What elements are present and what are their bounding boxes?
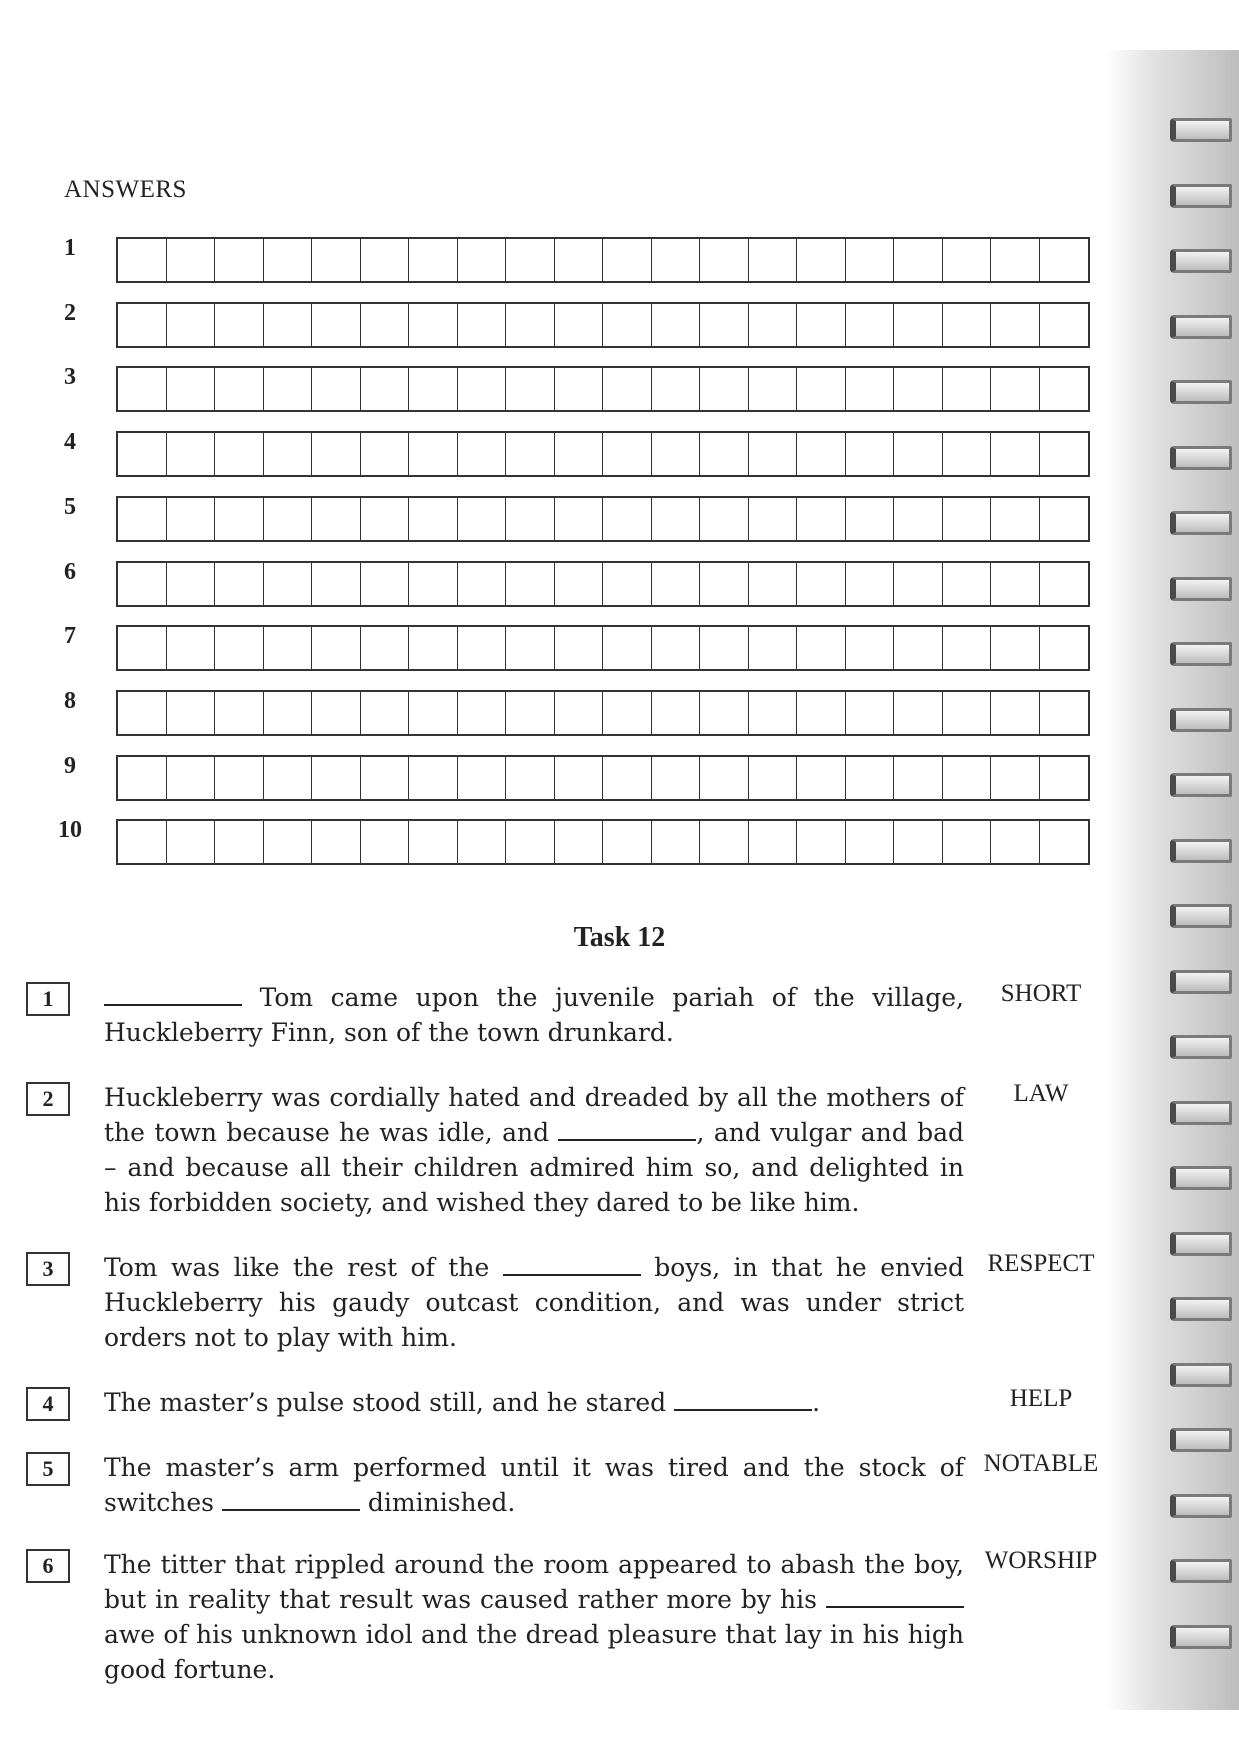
- answer-letter-box[interactable]: [264, 563, 313, 605]
- answer-letter-box[interactable]: [1040, 239, 1089, 281]
- answer-row-number: 10: [58, 817, 82, 844]
- spiral-ring: [1170, 708, 1232, 732]
- answer-letter-box[interactable]: [167, 498, 216, 540]
- answer-letter-box[interactable]: [264, 239, 313, 281]
- answer-letter-box[interactable]: [700, 563, 749, 605]
- answer-letter-box[interactable]: [894, 304, 943, 346]
- answer-letter-box[interactable]: [118, 692, 167, 734]
- answer-letter-box[interactable]: [506, 692, 555, 734]
- answer-letter-box[interactable]: [555, 433, 604, 475]
- answer-letter-box[interactable]: [506, 239, 555, 281]
- answer-letter-box[interactable]: [506, 433, 555, 475]
- key-word: LAW: [1013, 1080, 1069, 1107]
- answer-letter-box[interactable]: [700, 239, 749, 281]
- answer-letter-box[interactable]: [312, 627, 361, 669]
- answer-letter-box[interactable]: [215, 239, 264, 281]
- item-number: 3: [26, 1252, 70, 1286]
- answer-letter-box[interactable]: [264, 692, 313, 734]
- answer-letter-box[interactable]: [215, 757, 264, 799]
- answer-letter-box[interactable]: [652, 757, 701, 799]
- answer-letter-box[interactable]: [1040, 498, 1089, 540]
- answer-letter-box[interactable]: [215, 821, 264, 863]
- answer-letter-box[interactable]: [652, 433, 701, 475]
- answer-row: [50, 237, 1130, 283]
- answer-blank[interactable]: [558, 1117, 696, 1141]
- answer-letter-box[interactable]: [118, 563, 167, 605]
- answer-letter-box[interactable]: [603, 239, 652, 281]
- answer-letter-box[interactable]: [652, 627, 701, 669]
- answer-letter-box[interactable]: [797, 368, 846, 410]
- sentence-end: Tom came upon the juvenile pariah of the village, Huckleberry Finn, son of the town drunkard.: [104, 983, 964, 1047]
- answer-letter-box[interactable]: [603, 563, 652, 605]
- answer-letter-box[interactable]: [749, 627, 798, 669]
- answer-letter-box[interactable]: [361, 304, 410, 346]
- answer-letter-box[interactable]: [603, 498, 652, 540]
- answer-letter-box[interactable]: [991, 368, 1040, 410]
- answer-letter-box[interactable]: [555, 692, 604, 734]
- answer-letter-box[interactable]: [846, 498, 895, 540]
- answer-letter-box[interactable]: [1040, 304, 1089, 346]
- answer-letter-box[interactable]: [846, 433, 895, 475]
- spiral-ring: [1170, 773, 1232, 797]
- answer-letter-box[interactable]: [1040, 563, 1089, 605]
- sentence-start: The master’s pulse stood still, and he stared: [104, 1388, 675, 1417]
- answer-letter-box[interactable]: [458, 433, 507, 475]
- answer-boxes: [116, 755, 1090, 801]
- answer-letter-box[interactable]: [943, 563, 992, 605]
- answer-letter-box[interactable]: [215, 433, 264, 475]
- answer-letter-box[interactable]: [458, 563, 507, 605]
- answer-letter-box[interactable]: [797, 304, 846, 346]
- answer-letter-box[interactable]: [264, 627, 313, 669]
- spiral-ring: [1170, 1428, 1232, 1452]
- spiral-ring: [1170, 511, 1232, 535]
- answer-letter-box[interactable]: [700, 368, 749, 410]
- answer-boxes: [116, 302, 1090, 348]
- answer-letter-box[interactable]: [312, 757, 361, 799]
- answer-letter-box[interactable]: [1040, 692, 1089, 734]
- answer-letter-box[interactable]: [749, 304, 798, 346]
- key-word: NOTABLE: [983, 1450, 1099, 1477]
- item-sentence: [104, 980, 964, 1050]
- answer-letter-box[interactable]: [652, 304, 701, 346]
- answer-letter-box[interactable]: [652, 498, 701, 540]
- spiral-ring: [1170, 1363, 1232, 1387]
- answer-letter-box[interactable]: [894, 433, 943, 475]
- answer-letter-box[interactable]: [312, 563, 361, 605]
- answer-letter-box[interactable]: [846, 368, 895, 410]
- answer-boxes: [116, 496, 1090, 542]
- spiral-ring: [1170, 184, 1232, 208]
- answer-letter-box[interactable]: [409, 563, 458, 605]
- answer-letter-box[interactable]: [118, 433, 167, 475]
- answer-letter-box[interactable]: [603, 433, 652, 475]
- answer-letter-box[interactable]: [555, 563, 604, 605]
- answer-boxes: [116, 819, 1090, 865]
- answer-letter-box[interactable]: [700, 498, 749, 540]
- answer-letter-box[interactable]: [652, 239, 701, 281]
- answer-row: [50, 687, 1130, 736]
- answer-letter-box[interactable]: [991, 498, 1040, 540]
- answer-letter-box[interactable]: [167, 304, 216, 346]
- spiral-ring: [1170, 839, 1232, 863]
- answer-boxes: [116, 690, 1090, 736]
- answer-letter-box[interactable]: [894, 498, 943, 540]
- spiral-ring: [1170, 1232, 1232, 1256]
- answer-letter-box[interactable]: [1040, 368, 1089, 410]
- answer-letter-box[interactable]: [749, 757, 798, 799]
- answer-letter-box[interactable]: [797, 821, 846, 863]
- sentence-start: Huckleberry was cordially hated and dreaded by all the mothers of the town because he was idle, and: [104, 1083, 964, 1147]
- answer-letter-box[interactable]: [991, 304, 1040, 346]
- answer-letter-box[interactable]: [167, 368, 216, 410]
- answer-letter-box[interactable]: [797, 239, 846, 281]
- answer-letter-box[interactable]: [991, 692, 1040, 734]
- answer-letter-box[interactable]: [215, 498, 264, 540]
- spiral-ring: [1170, 249, 1232, 273]
- answer-row-number: 2: [64, 299, 76, 326]
- answer-letter-box[interactable]: [555, 239, 604, 281]
- answer-letter-box[interactable]: [264, 821, 313, 863]
- answer-row: [50, 431, 1130, 477]
- key-word: SHORT: [1000, 980, 1082, 1007]
- spiral-ring: [1170, 1625, 1232, 1649]
- item-number: 5: [26, 1452, 70, 1486]
- answer-letter-box[interactable]: [458, 627, 507, 669]
- answer-letter-box[interactable]: [215, 304, 264, 346]
- answer-letter-box[interactable]: [652, 368, 701, 410]
- answer-row-number: 8: [64, 687, 76, 714]
- answer-letter-box[interactable]: [943, 821, 992, 863]
- answer-letter-box[interactable]: [215, 563, 264, 605]
- answer-letter-box[interactable]: [118, 627, 167, 669]
- answer-letter-box[interactable]: [409, 692, 458, 734]
- answer-letter-box[interactable]: [312, 821, 361, 863]
- answer-letter-box[interactable]: [943, 239, 992, 281]
- answer-letter-box[interactable]: [506, 627, 555, 669]
- answer-letter-box[interactable]: [458, 304, 507, 346]
- answer-letter-box[interactable]: [167, 239, 216, 281]
- answer-letter-box[interactable]: [943, 627, 992, 669]
- answer-letter-box[interactable]: [991, 757, 1040, 799]
- item-sentence: [104, 1385, 964, 1420]
- answer-row-number: 4: [64, 429, 76, 456]
- answer-boxes: [116, 366, 1090, 412]
- answer-letter-box[interactable]: [506, 368, 555, 410]
- answer-letter-box[interactable]: [749, 239, 798, 281]
- spiral-ring: [1170, 1297, 1232, 1321]
- answer-row-number: 6: [64, 558, 76, 585]
- answer-letter-box[interactable]: [700, 692, 749, 734]
- answer-letter-box[interactable]: [1040, 757, 1089, 799]
- answer-letter-box[interactable]: [894, 563, 943, 605]
- answer-letter-box[interactable]: [409, 368, 458, 410]
- answer-letter-box[interactable]: [361, 368, 410, 410]
- answer-letter-box[interactable]: [555, 757, 604, 799]
- answer-letter-box[interactable]: [361, 239, 410, 281]
- answer-letter-box[interactable]: [458, 821, 507, 863]
- answer-letter-box[interactable]: [506, 304, 555, 346]
- answer-letter-box[interactable]: [312, 692, 361, 734]
- answer-letter-box[interactable]: [555, 821, 604, 863]
- sentence-end: diminished.: [359, 1488, 516, 1517]
- answer-letter-box[interactable]: [943, 757, 992, 799]
- answer-letter-box[interactable]: [603, 692, 652, 734]
- answer-row-number: 9: [64, 752, 76, 779]
- sentence-end: .: [812, 1388, 821, 1417]
- answer-letter-box[interactable]: [749, 368, 798, 410]
- sentence-end: boys, in that he envied Huckleberry his gaudy outcast condition, and was under strict orders not to play with him.: [104, 1253, 965, 1352]
- answer-letter-box[interactable]: [167, 563, 216, 605]
- answer-letter-box[interactable]: [167, 821, 216, 863]
- answer-letter-box[interactable]: [312, 368, 361, 410]
- answer-letter-box[interactable]: [894, 239, 943, 281]
- answer-letter-box[interactable]: [603, 821, 652, 863]
- item-sentence: [104, 1080, 964, 1220]
- answer-letter-box[interactable]: [991, 563, 1040, 605]
- answer-letter-box[interactable]: [846, 239, 895, 281]
- answer-letter-box[interactable]: [458, 692, 507, 734]
- answer-letter-box[interactable]: [797, 498, 846, 540]
- answer-letter-box[interactable]: [1040, 821, 1089, 863]
- answer-letter-box[interactable]: [1040, 627, 1089, 669]
- key-word: WORSHIP: [984, 1547, 1098, 1574]
- answer-letter-box[interactable]: [361, 692, 410, 734]
- answer-letter-box[interactable]: [118, 821, 167, 863]
- answer-letter-box[interactable]: [118, 368, 167, 410]
- answer-row: [50, 493, 1130, 542]
- spiral-ring: [1170, 446, 1232, 470]
- answer-blank[interactable]: [503, 1252, 641, 1276]
- answer-letter-box[interactable]: [215, 692, 264, 734]
- answer-letter-box[interactable]: [700, 821, 749, 863]
- answer-blank[interactable]: [222, 1487, 360, 1511]
- answer-letter-box[interactable]: [118, 239, 167, 281]
- answer-letter-box[interactable]: [458, 498, 507, 540]
- answer-boxes: [116, 561, 1090, 607]
- answer-letter-box[interactable]: [312, 239, 361, 281]
- answer-letter-box[interactable]: [409, 627, 458, 669]
- answer-letter-box[interactable]: [700, 627, 749, 669]
- answer-letter-box[interactable]: [409, 821, 458, 863]
- answer-letter-box[interactable]: [943, 304, 992, 346]
- answer-letter-box[interactable]: [458, 239, 507, 281]
- answer-letter-box[interactable]: [361, 563, 410, 605]
- answer-letter-box[interactable]: [118, 498, 167, 540]
- answer-letter-box[interactable]: [361, 627, 410, 669]
- answer-letter-box[interactable]: [894, 692, 943, 734]
- item-number: 2: [26, 1082, 70, 1116]
- answer-row: [50, 625, 1130, 671]
- answer-letter-box[interactable]: [797, 563, 846, 605]
- answers-title: ANSWERS: [64, 176, 187, 203]
- answer-letter-box[interactable]: [749, 498, 798, 540]
- answer-letter-box[interactable]: [603, 757, 652, 799]
- answer-row-number: 1: [64, 235, 76, 261]
- answer-letter-box[interactable]: [991, 433, 1040, 475]
- answer-letter-box[interactable]: [312, 304, 361, 346]
- answer-boxes: [116, 431, 1090, 477]
- answer-letter-box[interactable]: [409, 757, 458, 799]
- answer-letter-box[interactable]: [603, 304, 652, 346]
- answer-letter-box[interactable]: [215, 627, 264, 669]
- answer-letter-box[interactable]: [555, 304, 604, 346]
- answer-letter-box[interactable]: [797, 627, 846, 669]
- answer-letter-box[interactable]: [846, 821, 895, 863]
- answer-letter-box[interactable]: [943, 433, 992, 475]
- answer-letter-box[interactable]: [167, 433, 216, 475]
- answer-letter-box[interactable]: [846, 757, 895, 799]
- answer-letter-box[interactable]: [846, 304, 895, 346]
- answer-row: [50, 366, 1130, 412]
- answer-blank[interactable]: [104, 982, 242, 1006]
- answer-letter-box[interactable]: [1040, 433, 1089, 475]
- answer-letter-box[interactable]: [603, 627, 652, 669]
- answer-letter-box[interactable]: [797, 692, 846, 734]
- spiral-ring: [1170, 577, 1232, 601]
- answer-letter-box[interactable]: [264, 498, 313, 540]
- spiral-ring: [1170, 1559, 1232, 1583]
- answer-letter-box[interactable]: [943, 368, 992, 410]
- task-title: Task 12: [573, 922, 666, 953]
- answer-letter-box[interactable]: [894, 368, 943, 410]
- answer-letter-box[interactable]: [652, 692, 701, 734]
- answer-boxes: [116, 237, 1090, 283]
- answer-boxes: [116, 625, 1090, 671]
- answer-letter-box[interactable]: [652, 821, 701, 863]
- answer-letter-box[interactable]: [749, 821, 798, 863]
- answer-letter-box[interactable]: [894, 627, 943, 669]
- answer-letter-box[interactable]: [700, 433, 749, 475]
- answer-letter-box[interactable]: [409, 304, 458, 346]
- answer-letter-box[interactable]: [749, 563, 798, 605]
- spiral-ring: [1170, 380, 1232, 404]
- spiral-ring: [1170, 1166, 1232, 1190]
- answer-letter-box[interactable]: [991, 821, 1040, 863]
- answer-letter-box[interactable]: [264, 433, 313, 475]
- answer-letter-box[interactable]: [264, 757, 313, 799]
- key-word: RESPECT: [987, 1250, 1095, 1277]
- answer-letter-box[interactable]: [506, 563, 555, 605]
- spiral-ring: [1170, 1035, 1232, 1059]
- answer-letter-box[interactable]: [409, 239, 458, 281]
- answer-letter-box[interactable]: [603, 368, 652, 410]
- answer-letter-box[interactable]: [312, 498, 361, 540]
- item-number: 1: [26, 982, 70, 1016]
- answer-letter-box[interactable]: [797, 433, 846, 475]
- sentence-start: Tom was like the rest of the: [104, 1253, 503, 1282]
- answer-letter-box[interactable]: [458, 757, 507, 799]
- answer-row-number: 5: [64, 493, 76, 520]
- answer-letter-box[interactable]: [749, 433, 798, 475]
- answer-row-number: 7: [64, 623, 76, 650]
- spiral-ring: [1170, 1494, 1232, 1518]
- answer-letter-box[interactable]: [264, 304, 313, 346]
- answer-letter-box[interactable]: [797, 757, 846, 799]
- answer-letter-box[interactable]: [167, 627, 216, 669]
- item-number: 6: [26, 1549, 70, 1583]
- answer-row: [50, 752, 1130, 801]
- answer-letter-box[interactable]: [943, 498, 992, 540]
- answer-letter-box[interactable]: [118, 757, 167, 799]
- answer-row-number: 3: [64, 364, 76, 391]
- answer-letter-box[interactable]: [361, 821, 410, 863]
- answer-letter-box[interactable]: [361, 757, 410, 799]
- key-word: HELP: [1009, 1385, 1073, 1412]
- answer-letter-box[interactable]: [409, 433, 458, 475]
- answer-letter-box[interactable]: [215, 368, 264, 410]
- answer-letter-box[interactable]: [506, 821, 555, 863]
- sentence-end: , and vulgar and bad – and because all their children admired him so, and delighted in his forbidden society, and wished they dared to be like him.: [104, 1118, 965, 1217]
- answer-letter-box[interactable]: [167, 757, 216, 799]
- item-sentence: [104, 1450, 964, 1520]
- answer-letter-box[interactable]: [555, 627, 604, 669]
- answer-letter-box[interactable]: [506, 757, 555, 799]
- notebook-spine: [1105, 50, 1239, 1710]
- answer-letter-box[interactable]: [749, 692, 798, 734]
- answer-letter-box[interactable]: [506, 498, 555, 540]
- spiral-ring: [1170, 315, 1232, 339]
- answer-blank[interactable]: [674, 1387, 812, 1411]
- sentence-start: The master’s arm performed until it was tired and the stock of switches: [104, 1453, 964, 1517]
- answer-letter-box[interactable]: [894, 757, 943, 799]
- item-sentence: [104, 1547, 964, 1687]
- sentence-start: The titter that rippled around the room appeared to abash the boy, but in reality that result was caused rather more by his: [104, 1550, 964, 1614]
- item-sentence: [104, 1250, 964, 1355]
- answer-letter-box[interactable]: [555, 368, 604, 410]
- answer-row: [50, 819, 1130, 865]
- answer-letter-box[interactable]: [991, 239, 1040, 281]
- answer-letter-box[interactable]: [555, 498, 604, 540]
- answer-letter-box[interactable]: [361, 498, 410, 540]
- answer-letter-box[interactable]: [409, 498, 458, 540]
- answer-letter-box[interactable]: [700, 757, 749, 799]
- item-number: 4: [26, 1387, 70, 1421]
- answer-letter-box[interactable]: [846, 563, 895, 605]
- answer-letter-box[interactable]: [894, 821, 943, 863]
- answer-letter-box[interactable]: [846, 627, 895, 669]
- spiral-ring: [1170, 642, 1232, 666]
- answer-letter-box[interactable]: [943, 692, 992, 734]
- answer-letter-box[interactable]: [118, 304, 167, 346]
- answer-blank[interactable]: [826, 1584, 964, 1608]
- spiral-ring: [1170, 970, 1232, 994]
- answer-letter-box[interactable]: [652, 563, 701, 605]
- spiral-ring: [1170, 118, 1232, 142]
- answer-letter-box[interactable]: [991, 627, 1040, 669]
- answer-letter-box[interactable]: [361, 433, 410, 475]
- sentence-end: awe of his unknown idol and the dread pleasure that lay in his high good fortune.: [104, 1620, 964, 1684]
- answer-letter-box[interactable]: [312, 433, 361, 475]
- answer-letter-box[interactable]: [458, 368, 507, 410]
- answer-letter-box[interactable]: [167, 692, 216, 734]
- answer-letter-box[interactable]: [264, 368, 313, 410]
- spiral-ring: [1170, 1101, 1232, 1125]
- answer-letter-box[interactable]: [700, 304, 749, 346]
- answer-row: [50, 299, 1130, 348]
- answer-letter-box[interactable]: [846, 692, 895, 734]
- answer-row: [50, 558, 1130, 607]
